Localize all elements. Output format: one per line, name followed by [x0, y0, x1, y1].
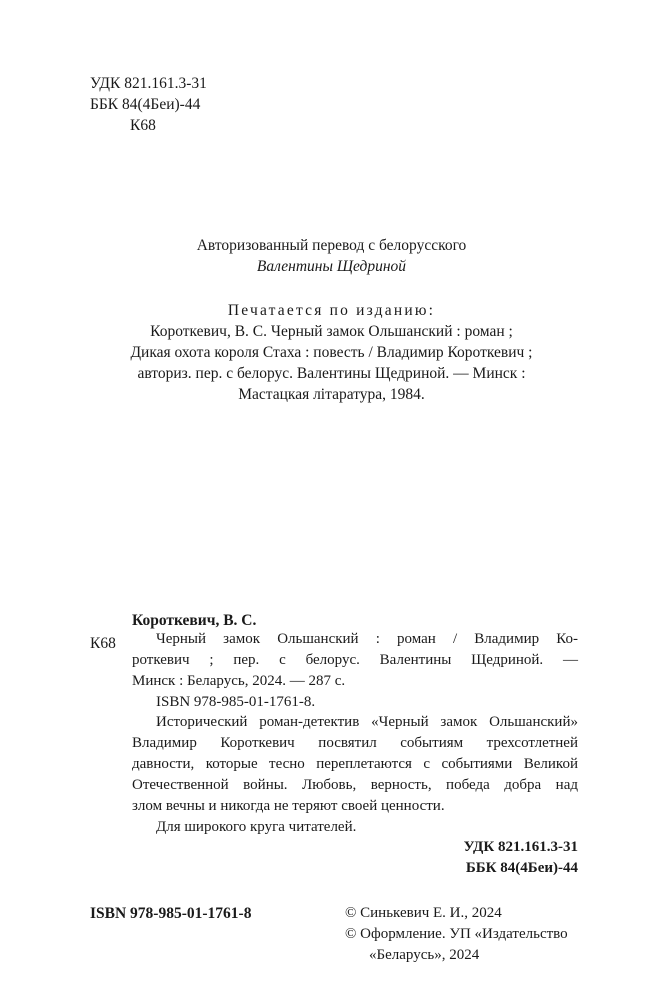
source-heading: Печатается по изданию: — [227, 302, 436, 319]
translation-line: Авторизованный перевод с белорусского — [196, 237, 467, 254]
annotation-line-wrap — [156, 713, 578, 732]
annotation-line: давности, которые тесно переплетаются с событиями Великой — [132, 756, 578, 772]
footer-isbn: ISBN 978-985-01-1761-8 — [90, 905, 252, 922]
annotation-line: злом вечны и никогда не теряют своей ценности. — [132, 798, 445, 814]
description-line: Минск : Беларусь, 2024. — 287 с. — [132, 673, 346, 689]
audience-note: Для широкого круга читателей. — [156, 819, 357, 835]
author-mark: К68 — [130, 117, 156, 134]
udk-code: УДК 821.161.3-31 — [90, 75, 207, 92]
annotation-line: Исторический роман-детектив «Черный замок Ольшанский» — [156, 714, 578, 730]
bbk-code: ББК 84(4Беи)-44 — [90, 96, 201, 113]
source-line: авториз. пер. с белорус. Валентины Щедриной. — Минск : — [137, 365, 526, 382]
translator-name: Валентины Щедриной — [256, 258, 407, 275]
annotation-line-wrap — [132, 734, 578, 753]
copyright-line: «Беларусь», 2024 — [369, 947, 480, 963]
description-line: Черный замок Ольшанский : роман / Владимир Ко- — [156, 631, 578, 647]
description-line: роткевич ; пер. с белорус. Валентины Щедриной. — — [132, 652, 578, 668]
card-udk: УДК 821.161.3-31 — [463, 839, 578, 855]
card-author: Короткевич, В. С. — [132, 612, 257, 629]
card-author-mark: К68 — [90, 635, 116, 652]
card-description-cont — [132, 651, 578, 670]
source-line: Короткевич, В. С. Черный замок Ольшанский : роман ; — [150, 323, 513, 340]
annotation-line-wrap — [132, 776, 578, 795]
card-bbk: ББК 84(4Беи)-44 — [465, 860, 578, 876]
source-line: Мастацкая лiтаратура, 1984. — [238, 386, 425, 403]
annotation-line: Отечественной войны. Любовь, верность, победа добра над — [132, 777, 578, 793]
annotation-line-wrap — [132, 755, 578, 774]
card-isbn: ISBN 978-985-01-1761-8. — [156, 694, 316, 710]
source-line: Дикая охота короля Стаха : повесть / Владимир Короткевич ; — [130, 344, 533, 361]
copyright-line: © Синькевич Е. И., 2024 — [345, 905, 502, 921]
card-description — [156, 630, 578, 649]
copyright-line: © Оформление. УП «Издательство — [345, 926, 568, 942]
annotation-line: Владимир Короткевич посвятил событиям трехсотлетней — [132, 735, 578, 751]
